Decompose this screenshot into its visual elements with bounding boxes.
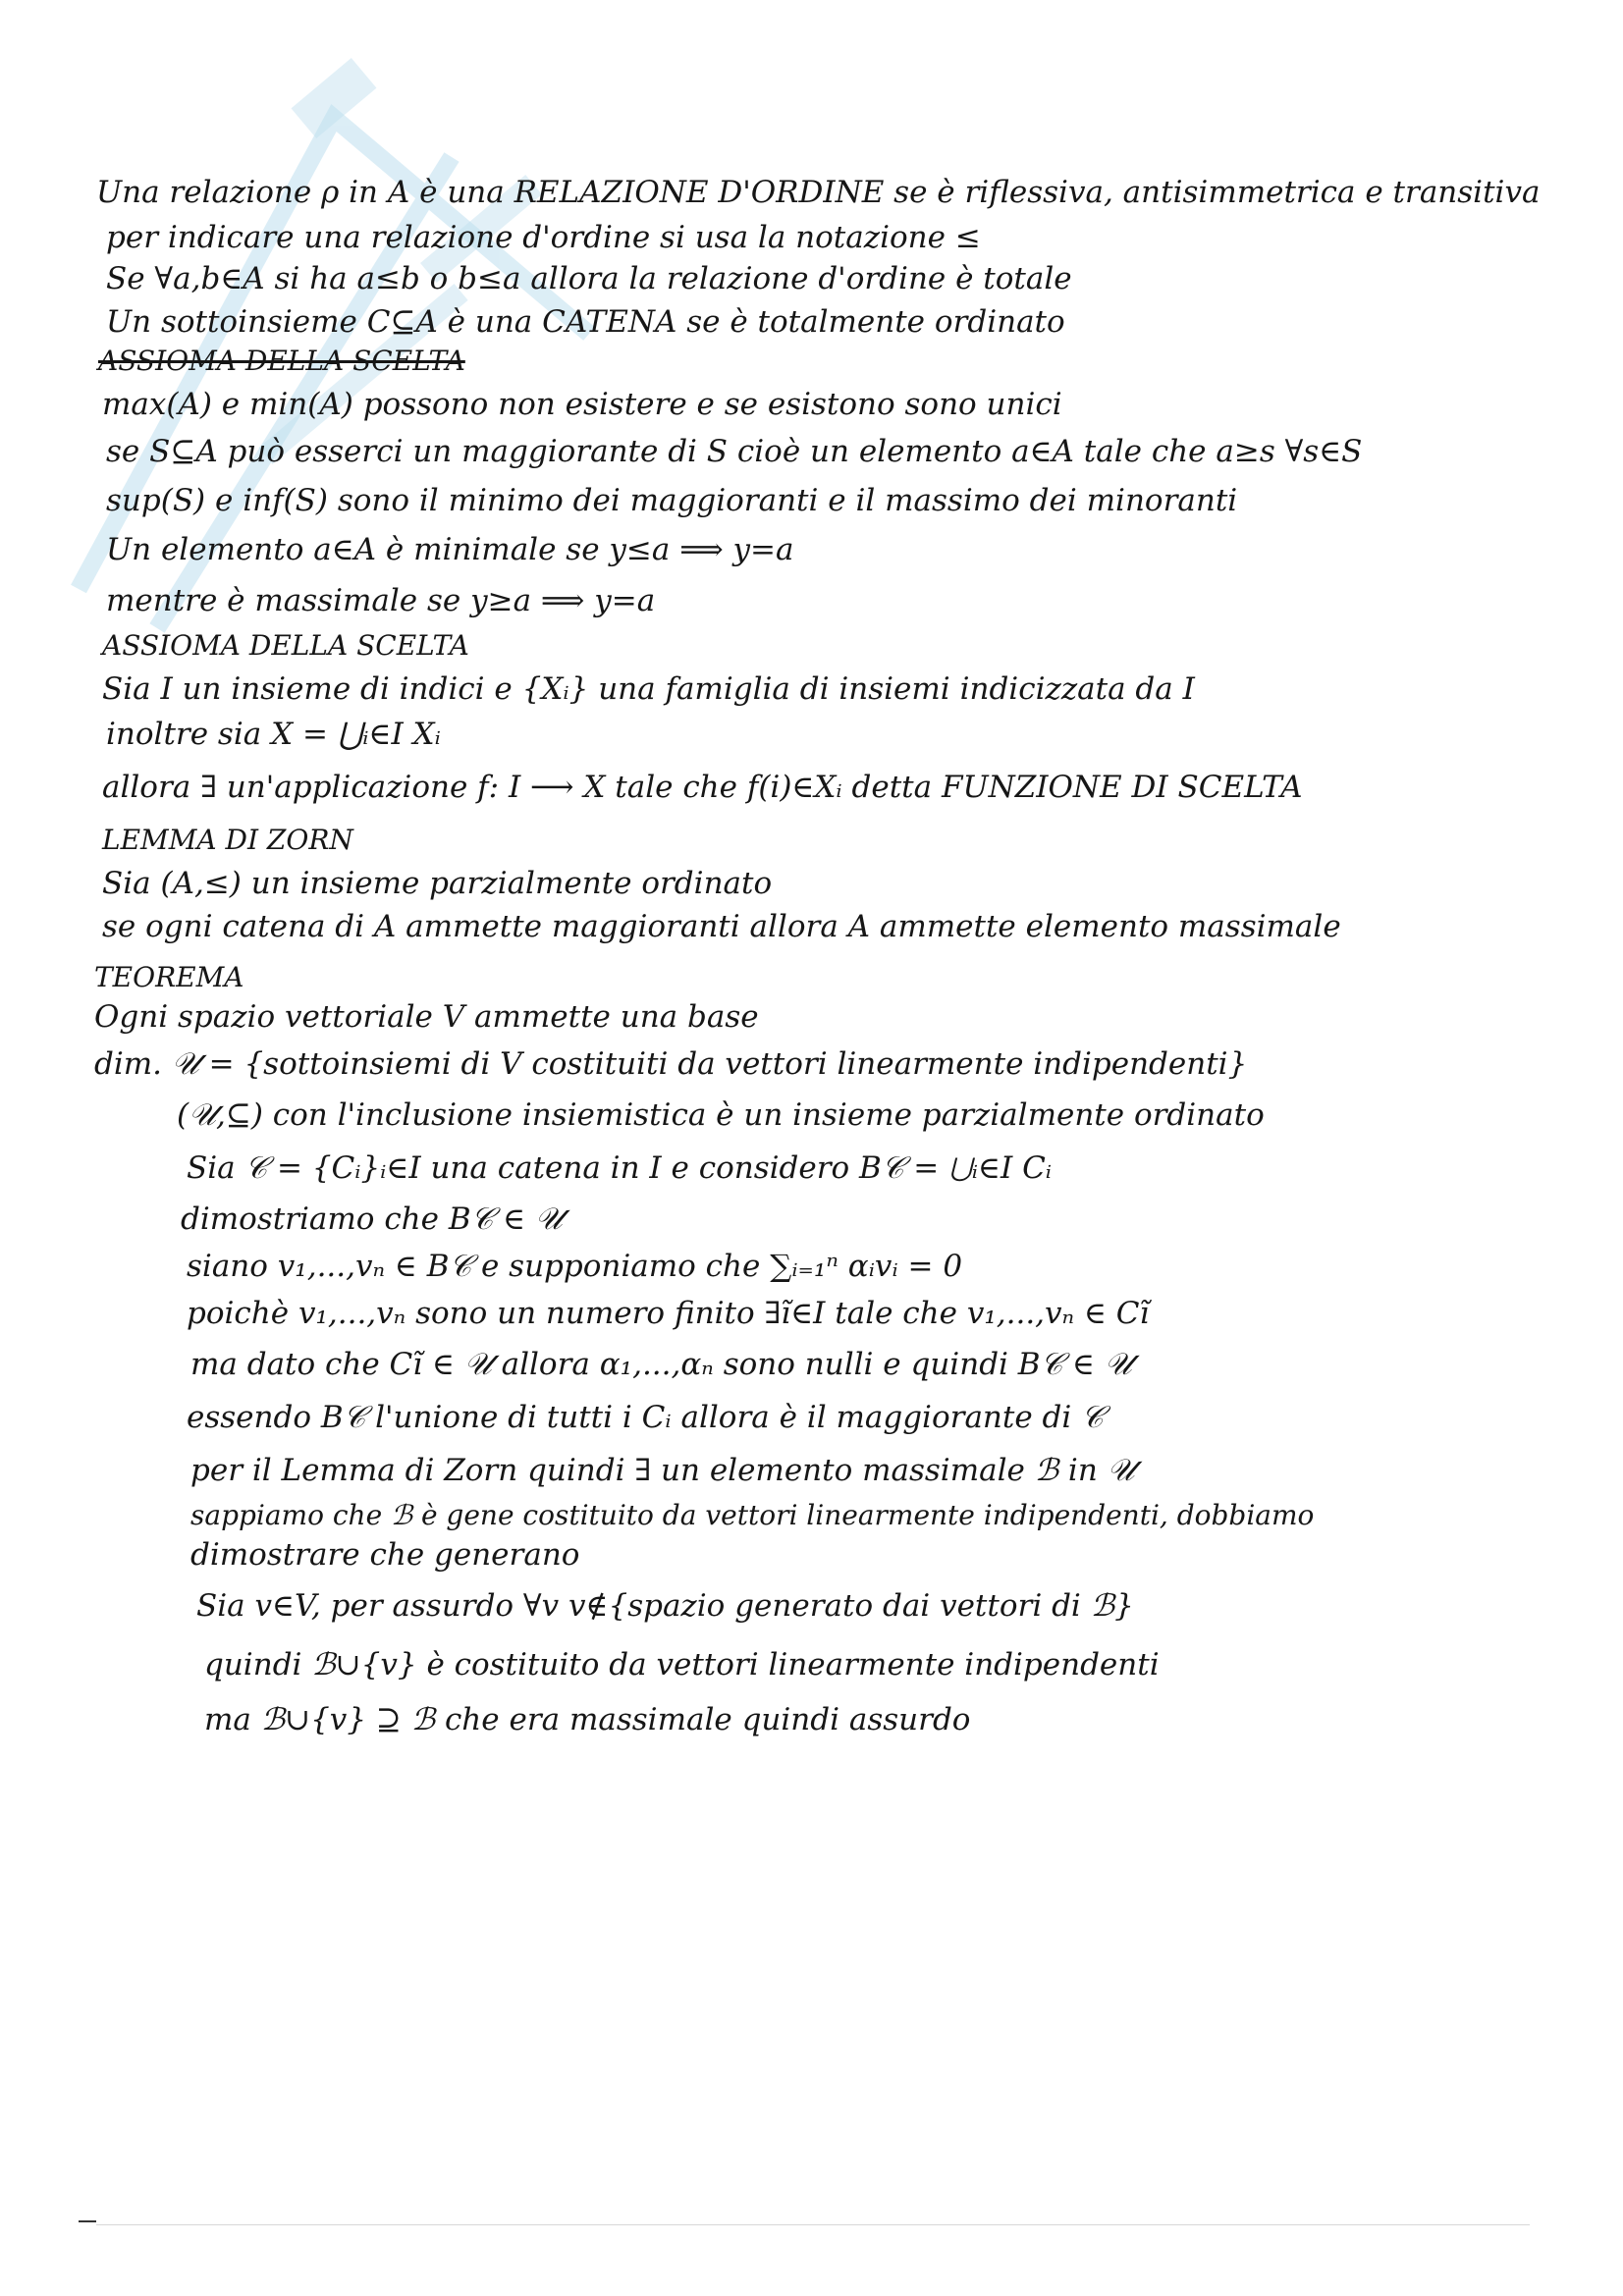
note-line: Ogni spazio vettoriale V ammette una base (94, 999, 759, 1035)
note-line: Sia I un insieme di indici e {Xᵢ} una famiglia di insiemi indicizzata da I (102, 671, 1195, 707)
note-line: quindi ℬ∪{v} è costituito da vettori linearmente indipendenti (204, 1647, 1160, 1682)
note-line: sappiamo che ℬ è gene costituito da vettori linearmente indipendenti, dobbiamo (190, 1499, 1315, 1531)
note-line: inoltre sia X = ⋃ᵢ∈I Xᵢ (106, 717, 441, 752)
page-bottom-rule (96, 2224, 1530, 2225)
note-line: per indicare una relazione d'ordine si usa la notazione ≤ (106, 220, 981, 255)
section-heading: LEMMA DI ZORN (102, 824, 353, 856)
note-line: Sia v∈V, per assurdo ∀v v∉{spazio generato dai vettori di ℬ} (196, 1588, 1134, 1624)
margin-mark (79, 2220, 96, 2222)
note-line: dim. 𝒰 = {sottoinsiemi di V costituiti da vettori linearmente indipendenti} (94, 1046, 1248, 1082)
note-line: se ogni catena di A ammette maggioranti allora A ammette elemento massimale (102, 909, 1341, 944)
note-line: mentre è massimale se y≥a ⟹ y=a (106, 583, 656, 618)
note-line: ma ℬ∪{v} ⊇ ℬ che era massimale quindi assurdo (204, 1702, 971, 1737)
note-line: (𝒰,⊆) con l'inclusione insiemistica è un insieme parzialmente ordinato (177, 1097, 1265, 1133)
note-line: poichè v₁,...,vₙ sono un numero finito ∃ĩ∈I tale che v₁,...,vₙ ∈ Cĩ (187, 1296, 1150, 1331)
note-line: siano v₁,...,vₙ ∈ B𝒞 e supponiamo che ∑ᵢ₌₁ⁿ αᵢvᵢ = 0 (187, 1249, 963, 1284)
note-line: sup(S) e inf(S) sono il minimo dei maggioranti e il massimo dei minoranti (106, 483, 1238, 518)
note-line: Se ∀a,b∈A si ha a≤b o b≤a allora la relazione d'ordine è totale (106, 261, 1072, 296)
note-line: Sia 𝒞 = {Cᵢ}ᵢ∈I una catena in I e considero B𝒞 = ⋃ᵢ∈I Cᵢ (187, 1150, 1053, 1186)
struck-heading: ASSIOMA DELLA SCELTA (98, 345, 465, 377)
note-line: Sia (A,≤) un insieme parzialmente ordinato (102, 866, 773, 901)
note-line: Un sottoinsieme C⊆A è una CATENA se è totalmente ordinato (106, 304, 1065, 340)
note-line: ma dato che Cĩ ∈ 𝒰 allora α₁,...,αₙ sono nulli e quindi B𝒞 ∈ 𝒰 (190, 1347, 1132, 1382)
note-line: Una relazione ρ in A è una RELAZIONE D'ORDINE se è riflessiva, antisimmetrica e transitiva (96, 175, 1541, 210)
note-line: se S⊆A può esserci un maggiorante di S cioè un elemento a∈A tale che a≥s ∀s∈S (106, 434, 1363, 469)
note-line: Un elemento a∈A è minimale se y≤a ⟹ y=a (106, 532, 794, 567)
section-heading: ASSIOMA DELLA SCELTA (102, 629, 469, 662)
note-line: essendo B𝒞 l'unione di tutti i Cᵢ allora è il maggiorante di 𝒞 (187, 1400, 1104, 1435)
note-line: allora ∃ un'applicazione f: I ⟶ X tale che f(i)∈Xᵢ detta FUNZIONE DI SCELTA (102, 770, 1303, 805)
note-line: dimostrare che generano (190, 1537, 580, 1573)
note-line: per il Lemma di Zorn quindi ∃ un elemento massimale ℬ in 𝒰 (190, 1453, 1135, 1488)
note-line: max(A) e min(A) possono non esistere e se esistono sono unici (102, 387, 1062, 422)
section-heading: TEOREMA (94, 961, 244, 993)
note-line: dimostriamo che B𝒞 ∈ 𝒰 (181, 1201, 563, 1237)
